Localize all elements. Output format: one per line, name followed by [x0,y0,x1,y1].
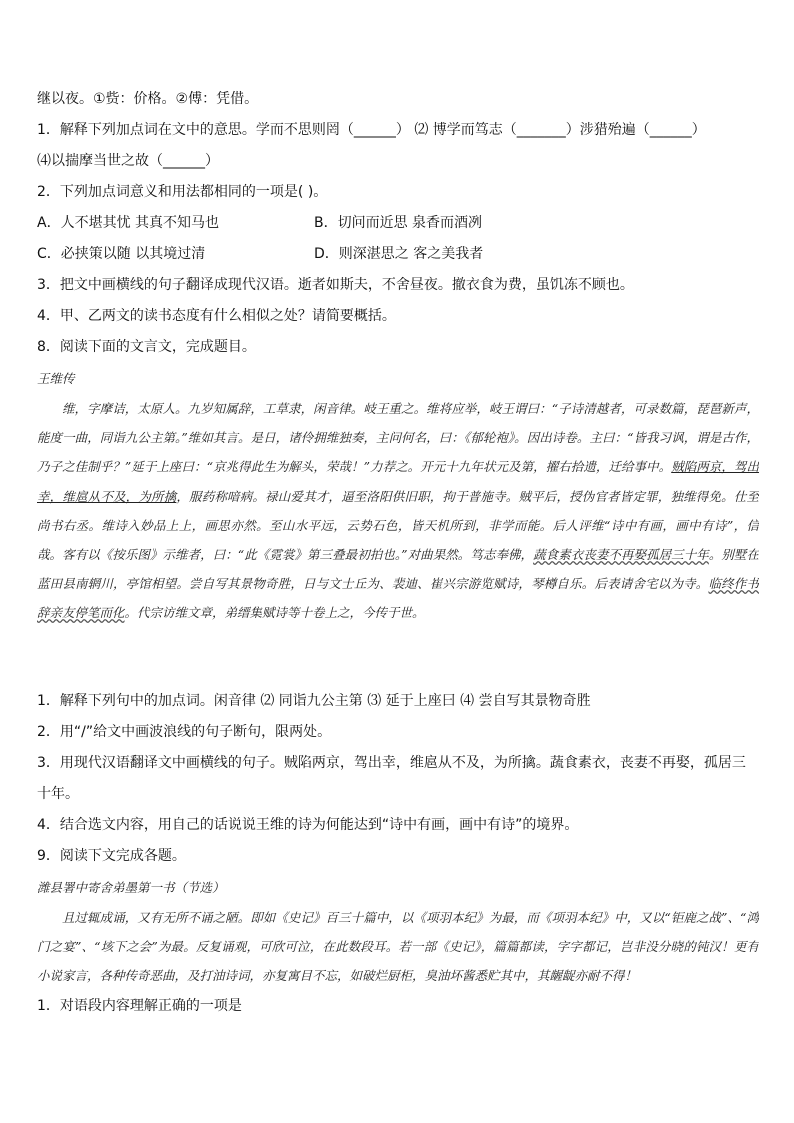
question-1: 1．解释下列加点词在文中的意思。学而不思则罔（______） ⑵ 博学而笃志（_______）涉猎殆遍（______） [37,122,706,138]
question-2: 2．下列加点词意义和用法都相同的一项是( )。 [37,184,328,200]
passage-text: 。代宗访维文章，弟缙集赋诗等十卷上之，今传于世。 [124,605,425,621]
wavy-sentence-2: 临终作书辞亲友停笔而化 [37,576,759,621]
wavy-sentence: 蔬食素衣丧妻不再娶孤居三十年 [533,547,709,563]
underlined-sentence-1: 贼陷两京，驾出幸，维扈从不及，为所擒 [37,459,759,504]
wang-wei-q4: 4．结合选文内容，用自己的话说说王维的诗为何能达到“诗中有画，画中有诗”的境界。 [37,817,579,833]
option-c: C．必挟策以随 以其境过清 [37,246,206,262]
passage-title-letter: 潍县署中寄舍弟墨第一书（节选） [37,880,225,895]
question-1-cont: ⑷以揣摩当世之故（______） [37,153,219,169]
section-8-heading: 8．阅读下面的文言文，完成题目。 [37,339,256,355]
passage-text: 维，字摩诘，太原人。九岁知属辞，工草隶，闲音律。岐王重之。维将应举，岐王谓曰：“子诗清越者，可录数篇，琵琶新声，能度一曲，同诣九公主第。”维如其言。是日，诸伶拥维独奏，主问何名，曰：《郁轮袍》。因出诗卷。主曰：“皆我习讽，谓是古作，乃子之佳制乎？”延于上座曰：“京兆得此生为解头，荣哉！”力荐之。开元十九年状元及第，擢右拾遗，迁给事中。 [37,401,759,475]
wang-wei-q2: 2．用“/”给文中画波浪线的句子断句，限两处。 [37,724,332,740]
passage-wang-wei [37,394,759,686]
section-9-heading: 9．阅读下文完成各题。 [37,848,186,864]
option-b: B．切问而近思 泉香而酒冽 [314,215,483,231]
question-4: 4．甲、乙两文的读书态度有什么相似之处？请简要概括。 [37,308,396,324]
footnote-line: 继以夜。①赀：价格。②傅：凭借。 [37,91,259,107]
wang-wei-q3: 3．用现代汉语翻译文中画横线的句子。贼陷两京，驾出幸，维扈从不及，为所擒。蔬食素衣，丧妻不再娶，孤居三十年。 [37,755,746,802]
passage-text: 。别墅在蓝田县南辋川，亭馆相望。尝自写其景物奇胜，日与文士丘为、裴迪、崔兴宗游览赋诗，琴樽自乐。后表请舍宅以为寺。 [37,547,759,592]
passage-text: ，服药称喑病。禄山爱其才，逼至洛阳供旧职，拘于普施寺。贼平后，授伪官者皆定罪，独维得免。仕至尚书右丞。维诗入妙品上上，画思亦然。至山水平远，云势石色，皆天机所到，非学而能。后人评维“诗中有画，画中有诗”，信哉。客有以《按乐图》示维者，曰：“此《霓裳》第三叠最初拍也。”对曲果然。笃志奉佛， [37,488,759,563]
options-row-2 [37,239,759,270]
question-3: 3．把文中画横线的句子翻译成现代汉语。逝者如斯夫，不舍昼夜。撤衣食为费，虽饥冻不顾也。 [37,277,634,293]
passage-letter: 且过辄成诵，又有无所不诵之陋。即如《史记》百三十篇中，以《项羽本纪》为最，而《项羽本纪》中，又以“钜鹿之战”、“鸿门之宴”、“垓下之会”为最。反复诵观，可欣可泣，在此数段耳。若一部《史记》，篇篇都读，字字都记，岂非没分晓的钝汉！更有小说家言，各种传奇恶曲，及打油诗词，亦复寓目不忘，如破烂厨柜，臭油坏酱悉贮其中，其龌龊亦耐不得！ [37,910,759,984]
wang-wei-q1: 1．解释下列句中的加点词。闲音律 ⑵ 同诣九公主第 ⑶ 延于上座曰 ⑷ 尝自写其景物奇胜 [37,693,591,709]
option-a: A．人不堪其忧 其真不知马也 [37,215,220,231]
passage-title-wang-wei: 王维传 [37,371,75,386]
options-row-1 [37,208,759,239]
option-d: D．则深湛思之 客之美我者 [314,246,484,262]
letter-q1: 1．对语段内容理解正确的一项是 [37,998,242,1014]
